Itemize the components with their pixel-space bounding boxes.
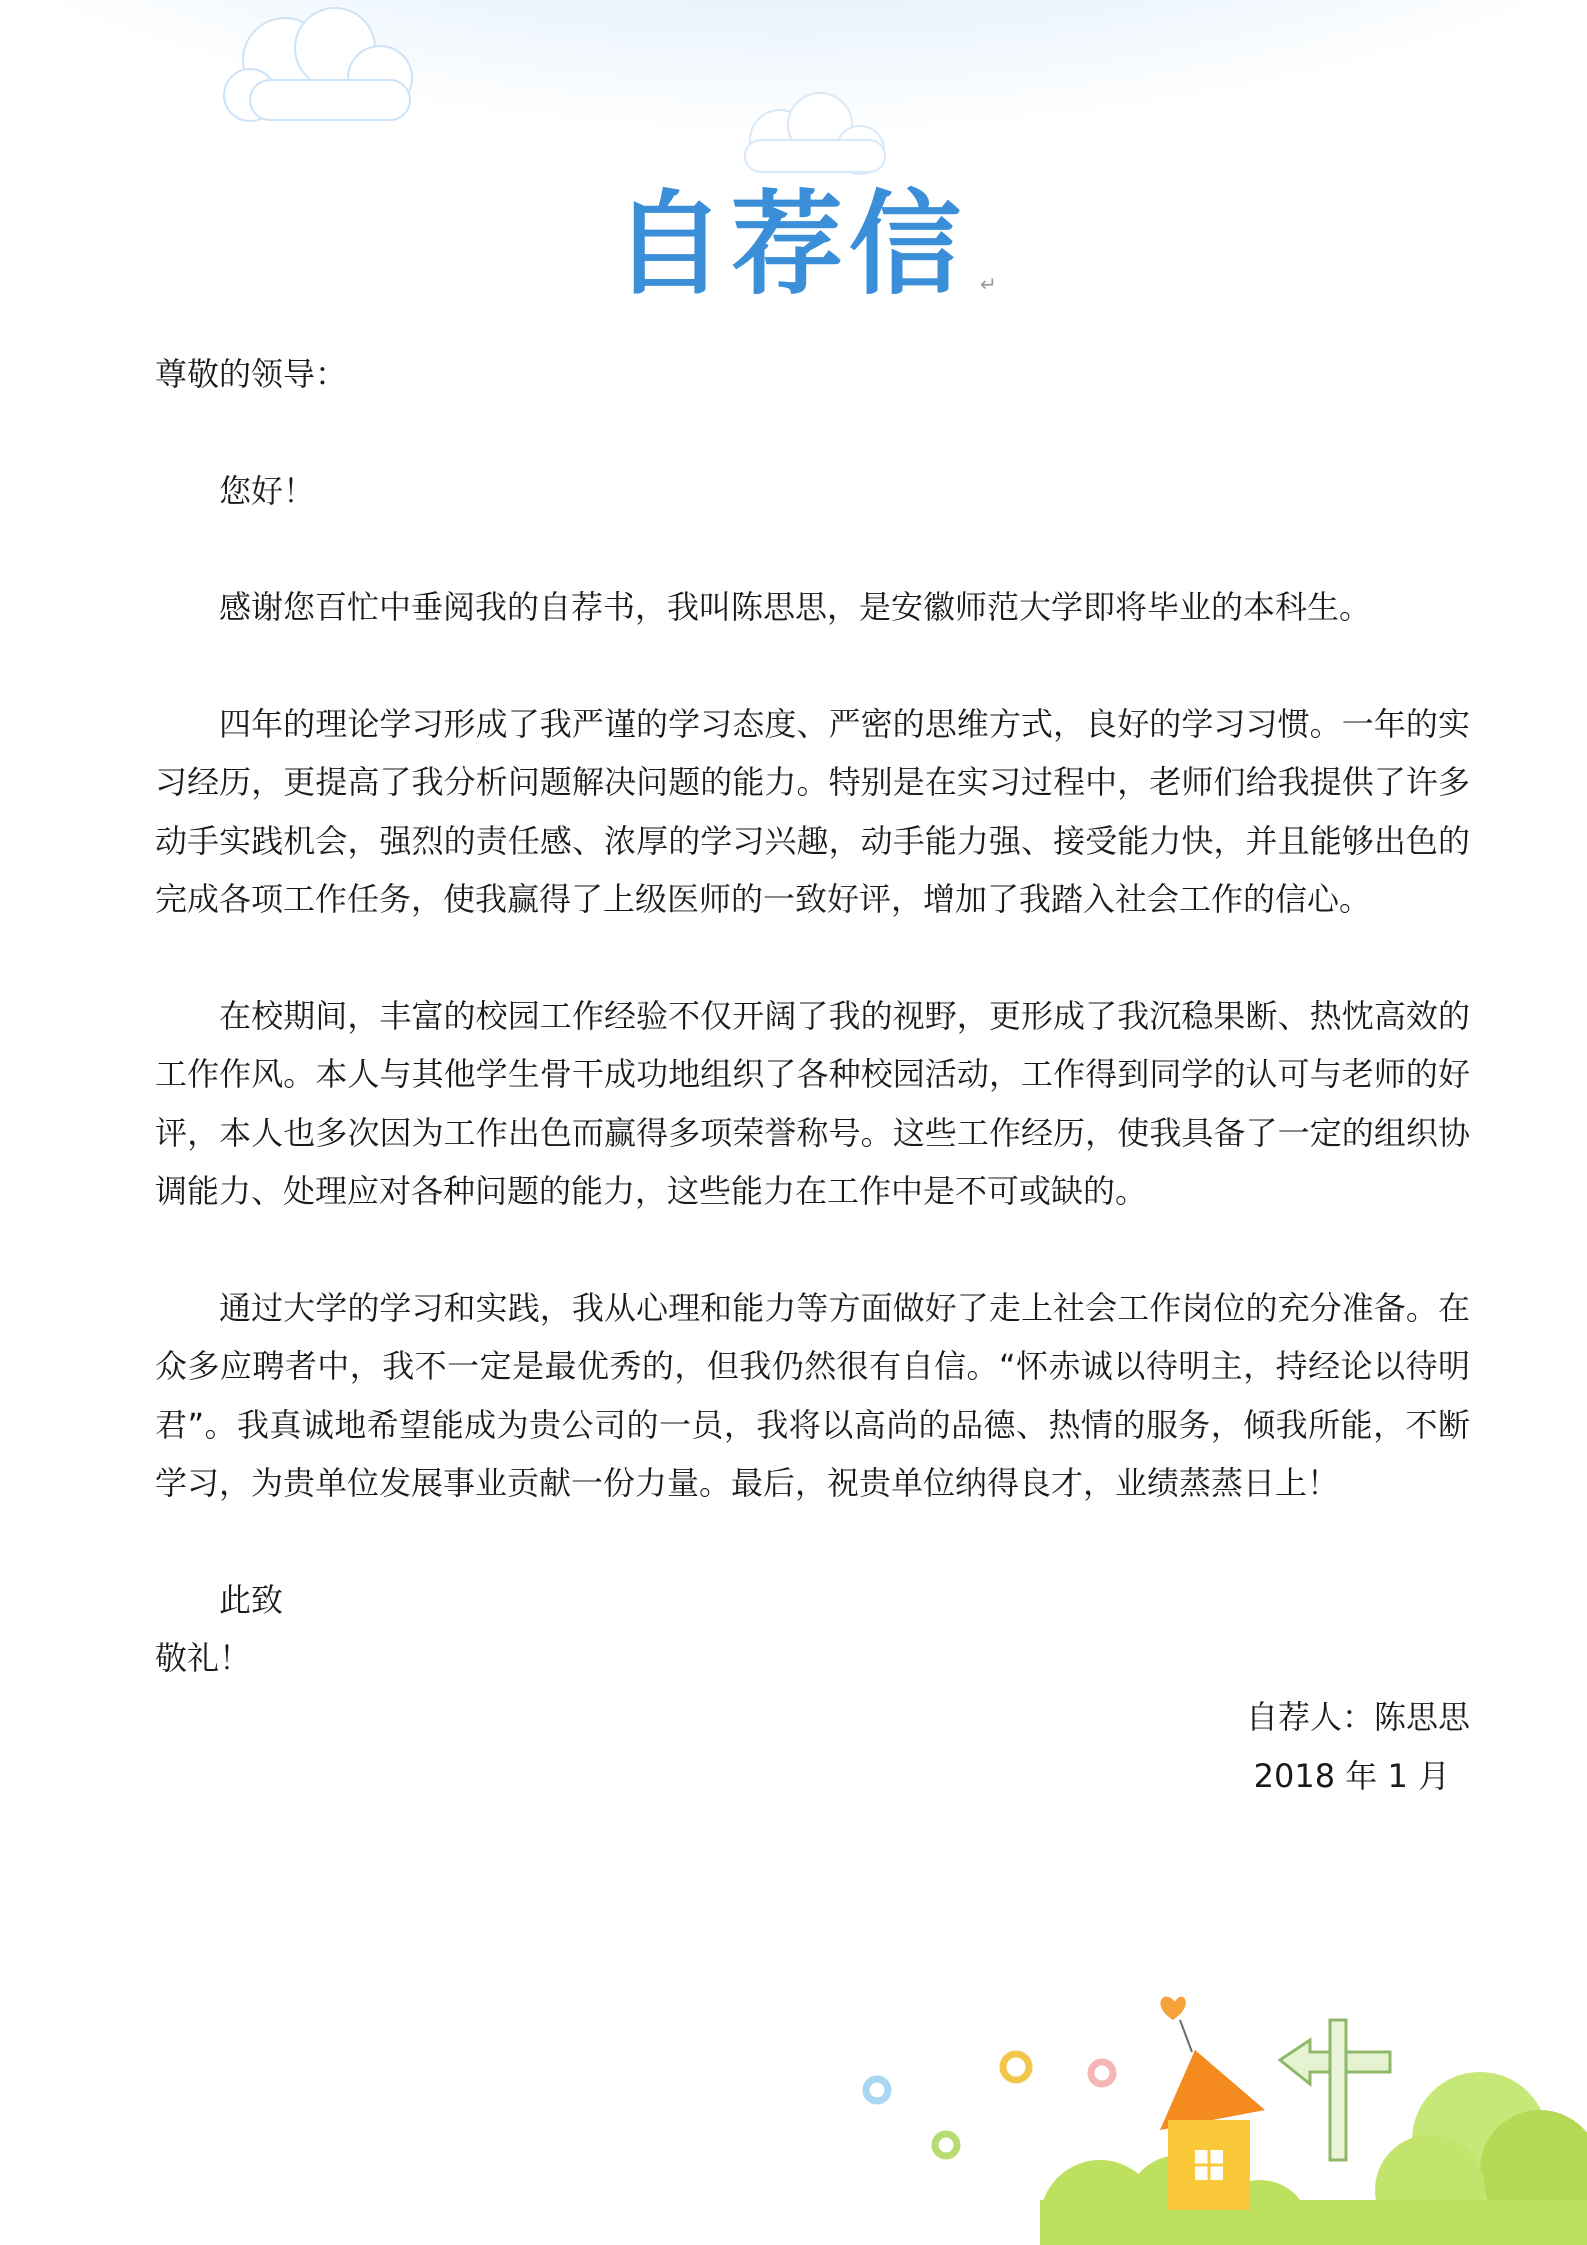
closing-line-1: 此致 bbox=[219, 1580, 284, 1619]
footer-scenery-illustration bbox=[0, 1960, 1587, 2245]
paragraph-1: 感谢您百忙中垂阅我的自荐书，我叫陈思思，是安徽师范大学即将毕业的本科生。 bbox=[219, 588, 1372, 626]
salutation: 尊敬的领导： bbox=[155, 355, 348, 393]
paragraph-mark-icon: ↵ bbox=[980, 272, 997, 296]
signpost-icon bbox=[1280, 2020, 1390, 2160]
decorative-rings bbox=[866, 2054, 1113, 2156]
signature: 自荐人：陈思思 bbox=[1245, 1698, 1470, 1736]
greeting: 您好！ bbox=[219, 471, 316, 510]
letter-body bbox=[155, 345, 1470, 1688]
closing-line-2: 敬礼！ bbox=[155, 1639, 252, 1677]
house-icon bbox=[1160, 1997, 1265, 2210]
green-bushes bbox=[1040, 2072, 1587, 2245]
letter-date: 2018 年 1 月 bbox=[1253, 1756, 1450, 1795]
paragraph-2: 四年的理论学习形成了我严谨的学习态度、严密的思维方式，良好的学习习惯。一年的实习经历，更提高了我分析问题解决问题的能力。特别是在实习过程中，老师们给我提供了许多动手实践机会，强烈的责任感、浓厚的学习兴趣，动手能力强、接受能力快，并且能够出色的完成各项工作任务，使我赢得了上级医师的一致好评，增加了我踏入社会工作的信心。 bbox=[155, 704, 1470, 918]
signature-block bbox=[1246, 1688, 1470, 1805]
paragraph-4: 通过大学的学习和实践，我从心理和能力等方面做好了走上社会工作岗位的充分准备。在众多应聘者中，我不一定是最优秀的，但我仍然很有自信。“怀赤诚以待明主，持经论以待明君”。我真诚地希望能成为贵公司的一员，我将以高尚的品德、热情的服务，倾我所能，不断学习，为贵单位发展事业贡献一份力量。最后，祝贵单位纳得良才，业绩蒸蒸日上！ bbox=[155, 1288, 1470, 1502]
paragraph-3: 在校期间，丰富的校园工作经验不仅开阔了我的视野，更形成了我沉稳果断、热忱高效的工作作风。本人与其他学生骨干成功地组织了各种校园活动，工作得到同学的认可与老师的好评，本人也多次因为工作出色而赢得多项荣誉称号。这些工作经历，使我具备了一定的组织协调能力、处理应对各种问题的能力，这些能力在工作中是不可或缺的。 bbox=[155, 996, 1470, 1210]
letter-title: 自荐信 bbox=[613, 180, 967, 310]
